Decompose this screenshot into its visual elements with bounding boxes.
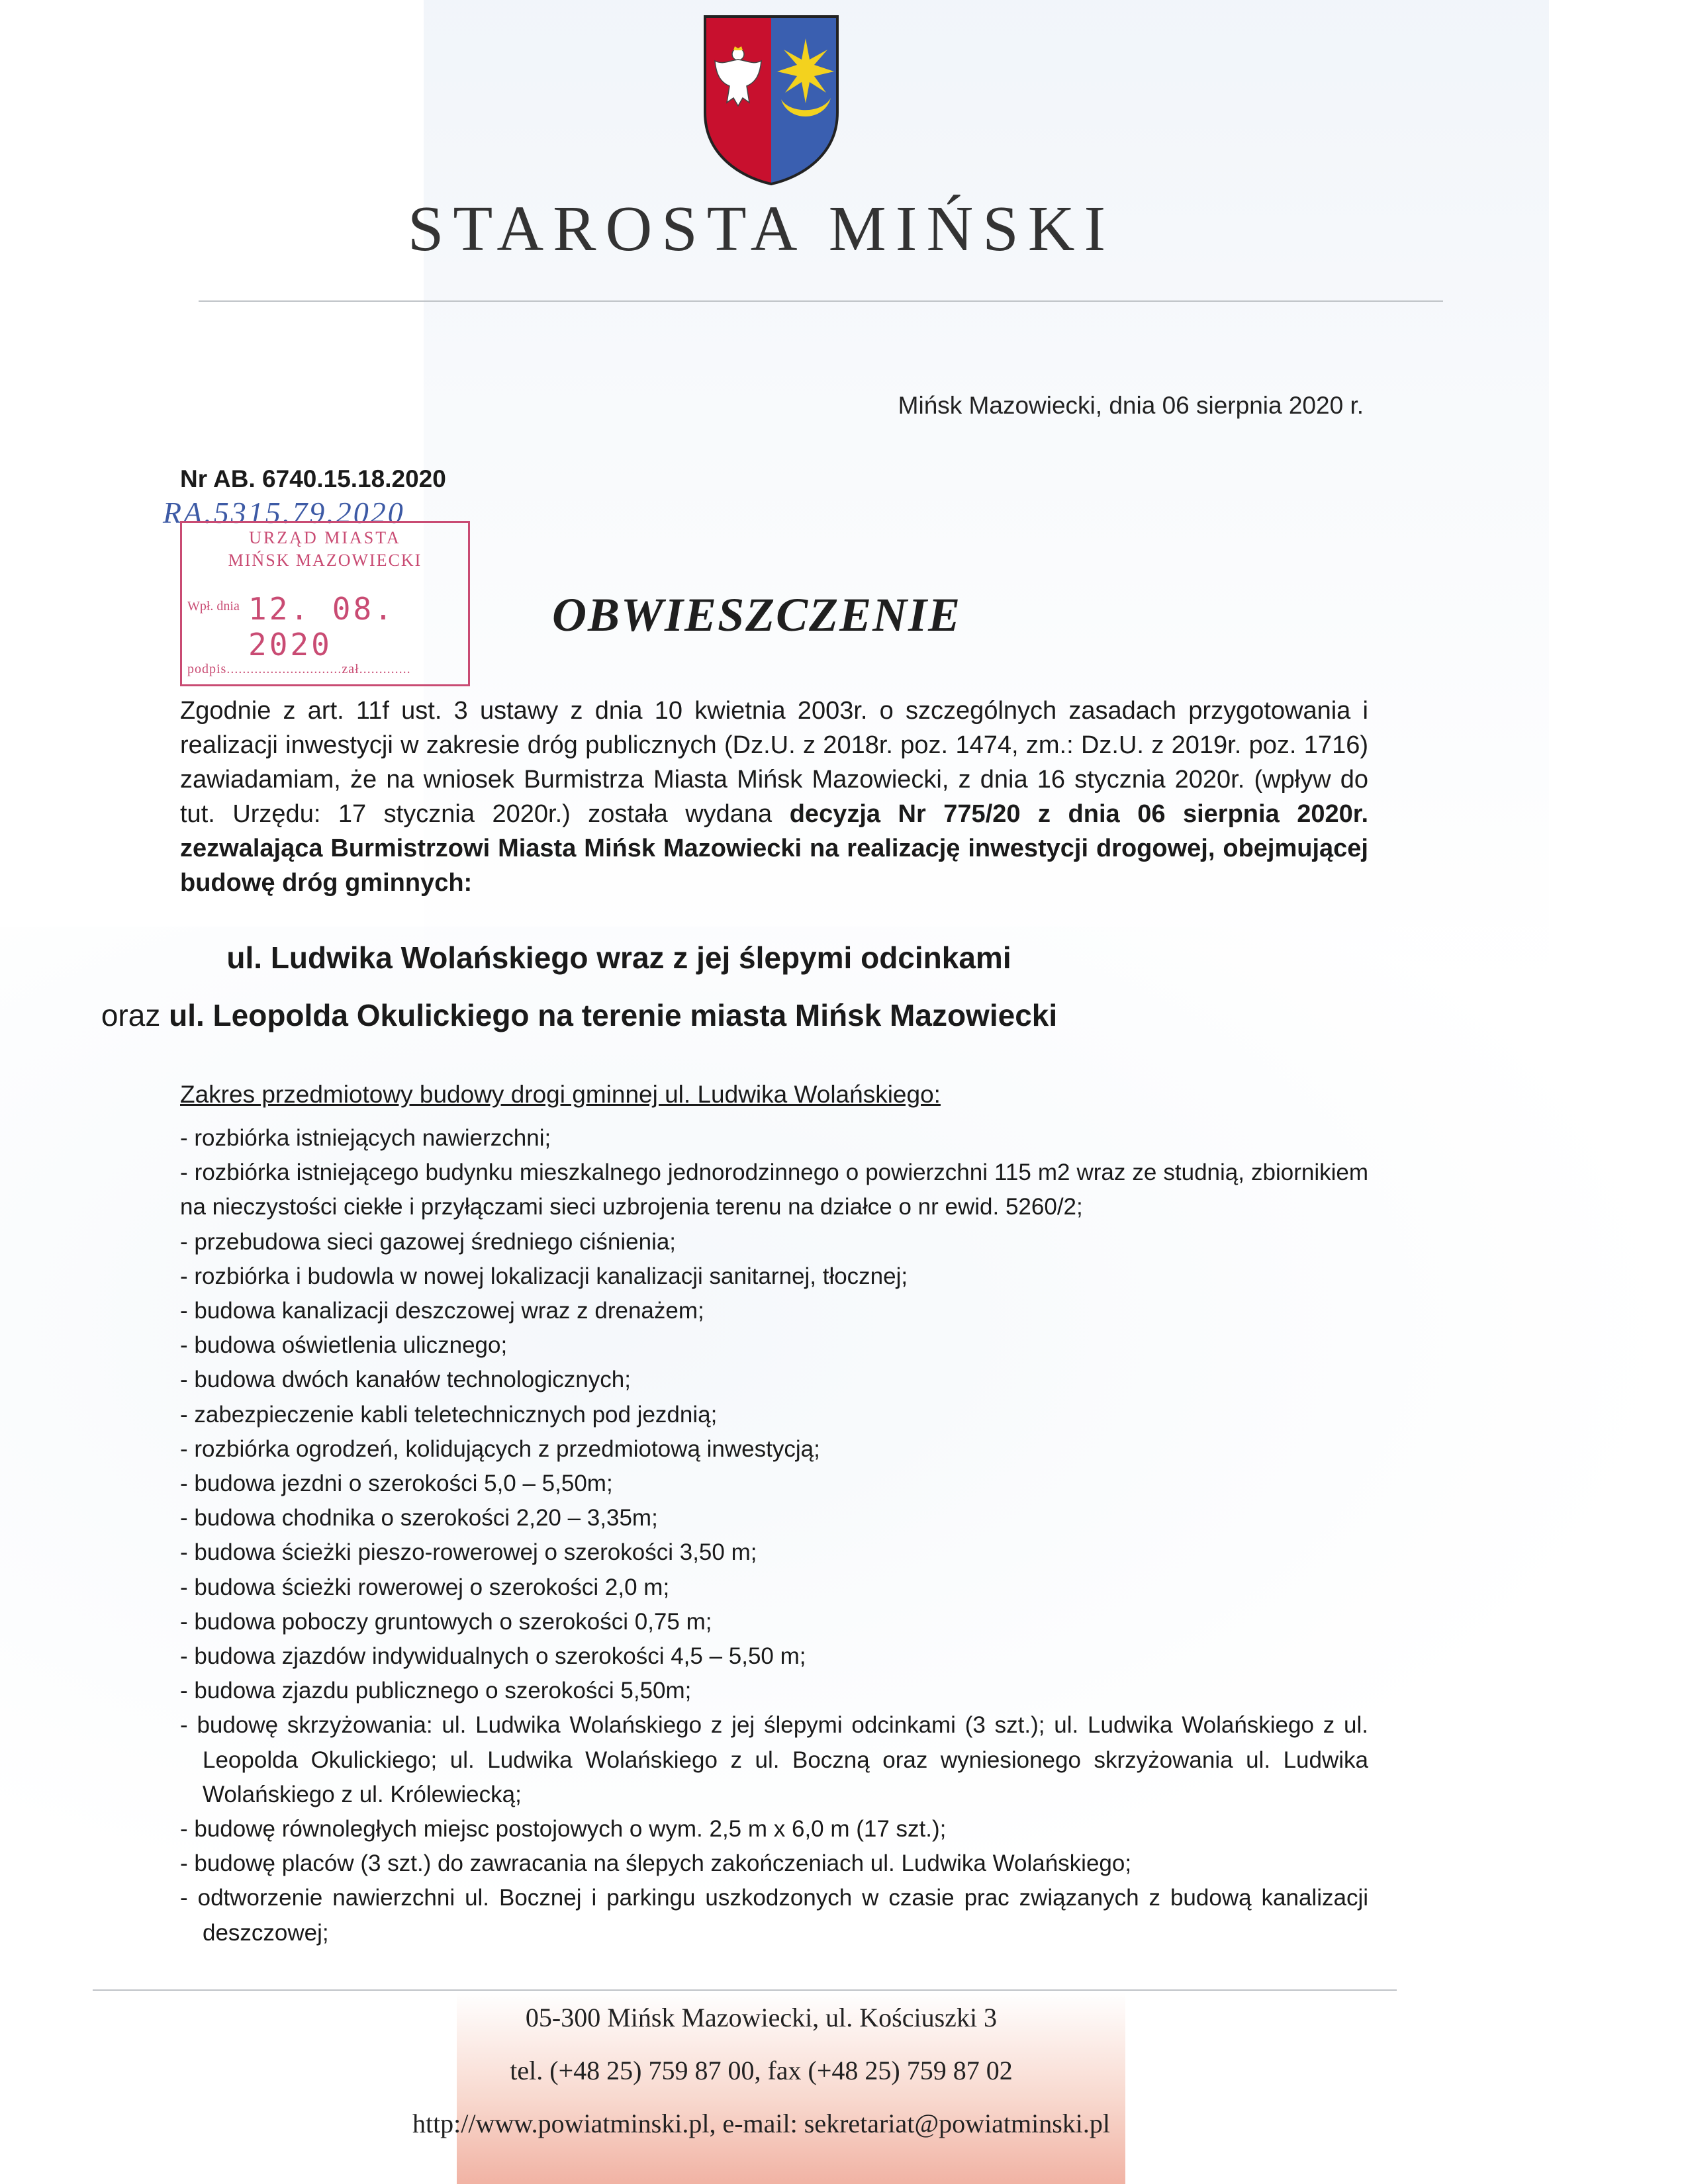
list-item: - odtworzenie nawierzchni ul. Bocznej i parkingu uszkodzonych w czasie prac związanych z budową kanalizacji deszczowej; xyxy=(180,1885,1368,1946)
stamp-office-line2: MIŃSK MAZOWIECKI xyxy=(228,551,422,570)
list-item: - budowa zjazdów indywidualnych o szerokości 4,5 – 5,50 m; xyxy=(180,1643,806,1670)
date-line: Mińsk Mazowiecki, dnia 06 sierpnia 2020 r. xyxy=(898,392,1364,419)
stamp-signature-line: podpis.............................zał............. xyxy=(187,662,411,676)
list-item: - budowa ścieżki pieszo-rowerowej o szerokości 3,50 m; xyxy=(180,1539,757,1566)
scope-list xyxy=(180,1121,1368,1950)
list-item: - rozbiórka ogrodzeń, kolidujących z przedmiotową inwestycją; xyxy=(180,1435,820,1462)
list-item: - budowa oświetlenia ulicznego; xyxy=(180,1332,508,1359)
list-item: - rozbiórka istniejącego budynku mieszkalnego jednorodzinnego o powierzchni 115 m2 wraz ze studnią, zbiornikiem na nieczystości ciekłe i przyłączami sieci uzbrojenia terenu na działce o nr ewid. 5260/2; xyxy=(180,1160,1368,1220)
list-item: - budowa kanalizacji deszczowej wraz z drenażem; xyxy=(180,1298,704,1324)
receipt-stamp xyxy=(180,521,470,686)
handwritten-reference: RA.5315.79.2020 xyxy=(163,496,405,529)
footer-divider xyxy=(93,1989,1397,1991)
list-item: - rozbiórka i budowla w nowej lokalizacji kanalizacji sanitarnej, tłocznej; xyxy=(180,1263,908,1289)
intro-paragraph xyxy=(180,694,1368,900)
stamp-received-label: Wpł. dnia xyxy=(187,599,240,614)
document-title: OBWIESZCZENIE xyxy=(552,588,962,641)
road-line-2-name: ul. Leopolda Okulickiego na terenie miasta Mińsk Mazowiecki xyxy=(169,998,1058,1032)
list-item: - przebudowa sieci gazowej średniego ciśnienia; xyxy=(180,1228,677,1255)
list-item: - zabezpieczenie kabli teletechnicznych pod jezdnią; xyxy=(180,1401,718,1428)
footer-web: http://www.powiatminski.pl, e-mail: sekretariat@powiatminski.pl xyxy=(412,2109,1111,2138)
list-item: - budowa poboczy gruntowych o szerokości 0,75 m; xyxy=(180,1608,712,1635)
header-divider xyxy=(199,300,1443,302)
list-item: - budowę placów (3 szt.) do zawracania na ślepych zakończeniach ul. Ludwika Wolańskiego; xyxy=(180,1850,1132,1877)
road-line-2-prefix: oraz xyxy=(101,998,169,1032)
list-item: - budowa ścieżki rowerowej o szerokości 2,0 m; xyxy=(180,1574,670,1600)
list-item: - rozbiórka istniejących nawierzchni; xyxy=(180,1125,551,1151)
road-line-1: ul. Ludwika Wolańskiego wraz z jej ślepymi odcinkami xyxy=(226,940,1011,975)
footer-phone: tel. (+48 25) 759 87 00, fax (+48 25) 759 87 02 xyxy=(510,2056,1013,2085)
reference-number: Nr AB. 6740.15.18.2020 xyxy=(180,465,446,492)
header-title: STAROSTA MIŃSKI xyxy=(407,193,1115,265)
list-item: - budowę równoległych miejsc postojowych o wym. 2,5 m x 6,0 m (17 szt.); xyxy=(180,1816,947,1843)
list-item: - budowę skrzyżowania: ul. Ludwika Wolańskiego z jej ślepymi odcinkami (3 szt.); ul. Ludwika Wolańskiego z ul. Leopolda Okulickiego; ul. Ludwika Wolańskiego z ul. Boczną oraz wyniesionego skrzyżowania ul. Ludwika Wolańskiego z ul. Królewiecką; xyxy=(180,1712,1368,1807)
stamp-office-line1: URZĄD MIASTA xyxy=(249,528,401,547)
list-item: - budowa zjazdu publicznego o szerokości 5,50m; xyxy=(180,1678,692,1704)
list-item: - budowa chodnika o szerokości 2,20 – 3,35m; xyxy=(180,1505,658,1531)
stamp-received-date: 12. 08. 2020 xyxy=(248,591,395,662)
coat-of-arms-icon xyxy=(702,13,841,185)
intro-decision-text: decyzja Nr 775/20 z dnia 06 sierpnia 2020r. zezwalająca Burmistrzowi Miasta Mińsk Mazowiecki na realizację inwestycji drogowej, obejmującej budowę dróg gminnych: xyxy=(180,800,1369,897)
footer-address: 05-300 Mińsk Mazowiecki, ul. Kościuszki 3 xyxy=(525,2003,998,2032)
list-item: - budowa jezdni o szerokości 5,0 – 5,50m; xyxy=(180,1471,613,1497)
list-item: - budowa dwóch kanałów technologicznych; xyxy=(180,1367,631,1393)
scope-title: Zakres przedmiotowy budowy drogi gminnej ul. Ludwika Wolańskiego: xyxy=(180,1081,941,1108)
intro-text: Zgodnie z art. 11f ust. 3 ustawy z dnia 10 kwietnia 2003r. o szczególnych zasadach przygotowania i realizacji inwestycji w zakresie dróg publicznych (Dz.U. z 2018r. poz. 1474, zm.: Dz.U. z 2019r. poz. 1716) zawiadamiam, że na wniosek Burmistrza Miasta Mińsk Mazowiecki, z dnia 16 stycznia 2020r. (wpływ do tut. Urzędu: 17 stycznia 2020r.) została wydana xyxy=(180,697,1368,828)
road-line-2 xyxy=(0,997,1423,1033)
